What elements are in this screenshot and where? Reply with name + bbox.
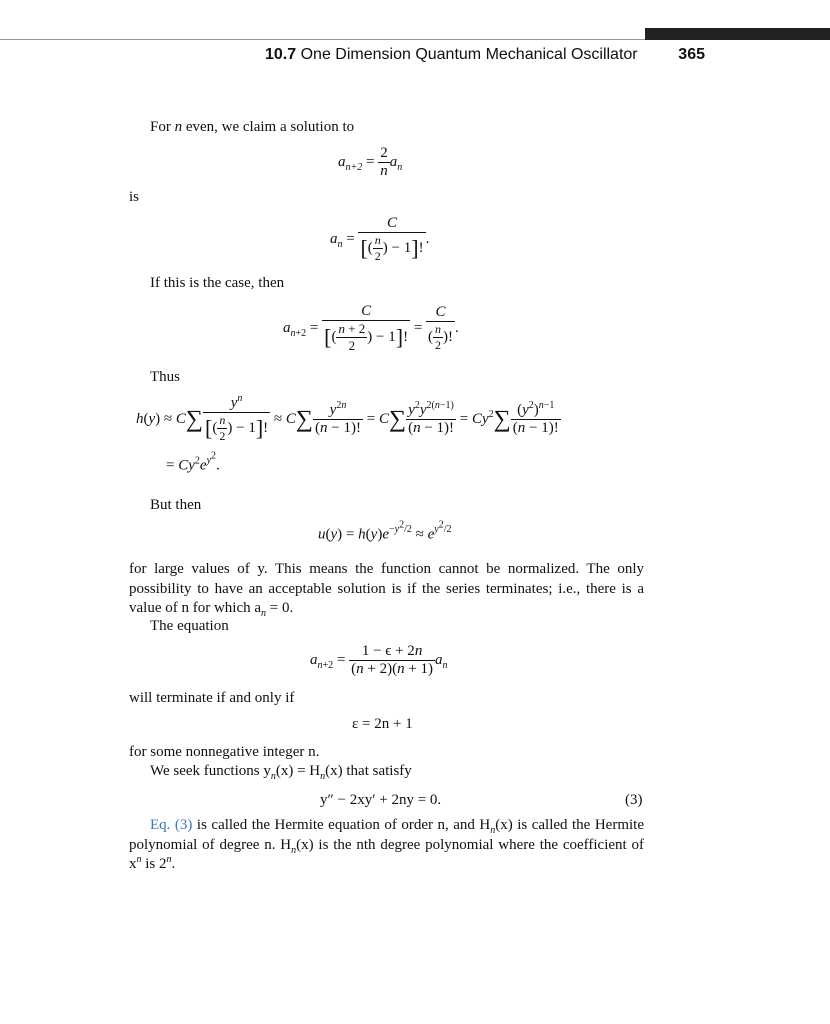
text-terminate: will terminate if and only if [129, 690, 295, 706]
header-block [645, 28, 830, 40]
page-number: 365 [678, 46, 705, 63]
text-nonneg: for some nonnegative integer n. [129, 744, 320, 760]
equation-number: (3) [625, 792, 643, 808]
paragraph-large-values: for large values of y. This means the function cannot be normalized. The only possibility to have an acceptable solution is if the series terminates; i.e., there is a value of n for which $a_n = 0$. [129, 561, 644, 619]
text-if-case: If this is the case, then [150, 275, 285, 291]
section-heading [265, 46, 638, 64]
text-thus: Thus [150, 369, 180, 385]
equation-link[interactable]: Eq. (3) [150, 817, 193, 833]
equation-hermite-ode: y″ − 2xy′ + 2ny = 0. [320, 792, 442, 808]
equation-epsilon: ε = 2n + 1 [352, 716, 413, 732]
text-the-equation: The equation [150, 618, 229, 634]
equation-h-result: = $Cy^2e^{y^2}$. [166, 451, 220, 474]
text-but-then: But then [150, 497, 202, 513]
text-seek: We seek functions $y_n(x) = H_n(x)$ that satisfy [150, 763, 412, 782]
equation-an-plus-2: $a_{n+2}$ = C [( $\frac{n + 2}{2}$ ) − 1]! = C ( $\frac{n}{2}$ )! . [283, 303, 459, 353]
equation-recurrence: $a_{n+2}$ = $\frac{1 - \epsilon + 2n}{(n + 2)(n + 1)}$ $a_n$ [310, 643, 448, 677]
equation-recurrence-simple: $a_{n+2}$ = $\frac{2}{n}$ $a_n$ [338, 145, 403, 179]
equation-an: $a_n$ = C [( $\frac{n}{2}$ ) − 1]! . [330, 215, 430, 263]
text-is: is [129, 189, 140, 205]
top-bar [0, 28, 830, 40]
paragraph-hermite: Eq. (3) is called the Hermite equation of order n, and $H_n(x)$ is called the Hermite polynomial of degree n. $H_n(x)$ is the nth degree polynomial where the coefficient of $x^n$ is 2$^n$. [129, 817, 644, 872]
equation-u: $u(y) = h(y)e^{-y^2/2} \approx e^{y^2/2}$ [318, 520, 452, 543]
paragraph-for-n-even: For n even, we claim a solution to [150, 119, 355, 135]
running-header [180, 46, 705, 68]
equation-h-series: h(y) ≈ C∑ $y^n$ [( $\frac{n}{2}$ ) − 1]! ≈ C∑ $\frac{y^{2n}}{(n - 1)!}$ = C∑ $\frac{y^2y^{2(n-1)}}{(n - 1)!}$ = $Cy^2\sum$ $\frac{(y^2)^{n-1}}{(n - 1)!}$ [136, 393, 559, 443]
section-number: 10.7 [265, 46, 297, 63]
section-title: One Dimension Quantum Mechanical Oscillator [300, 46, 638, 63]
